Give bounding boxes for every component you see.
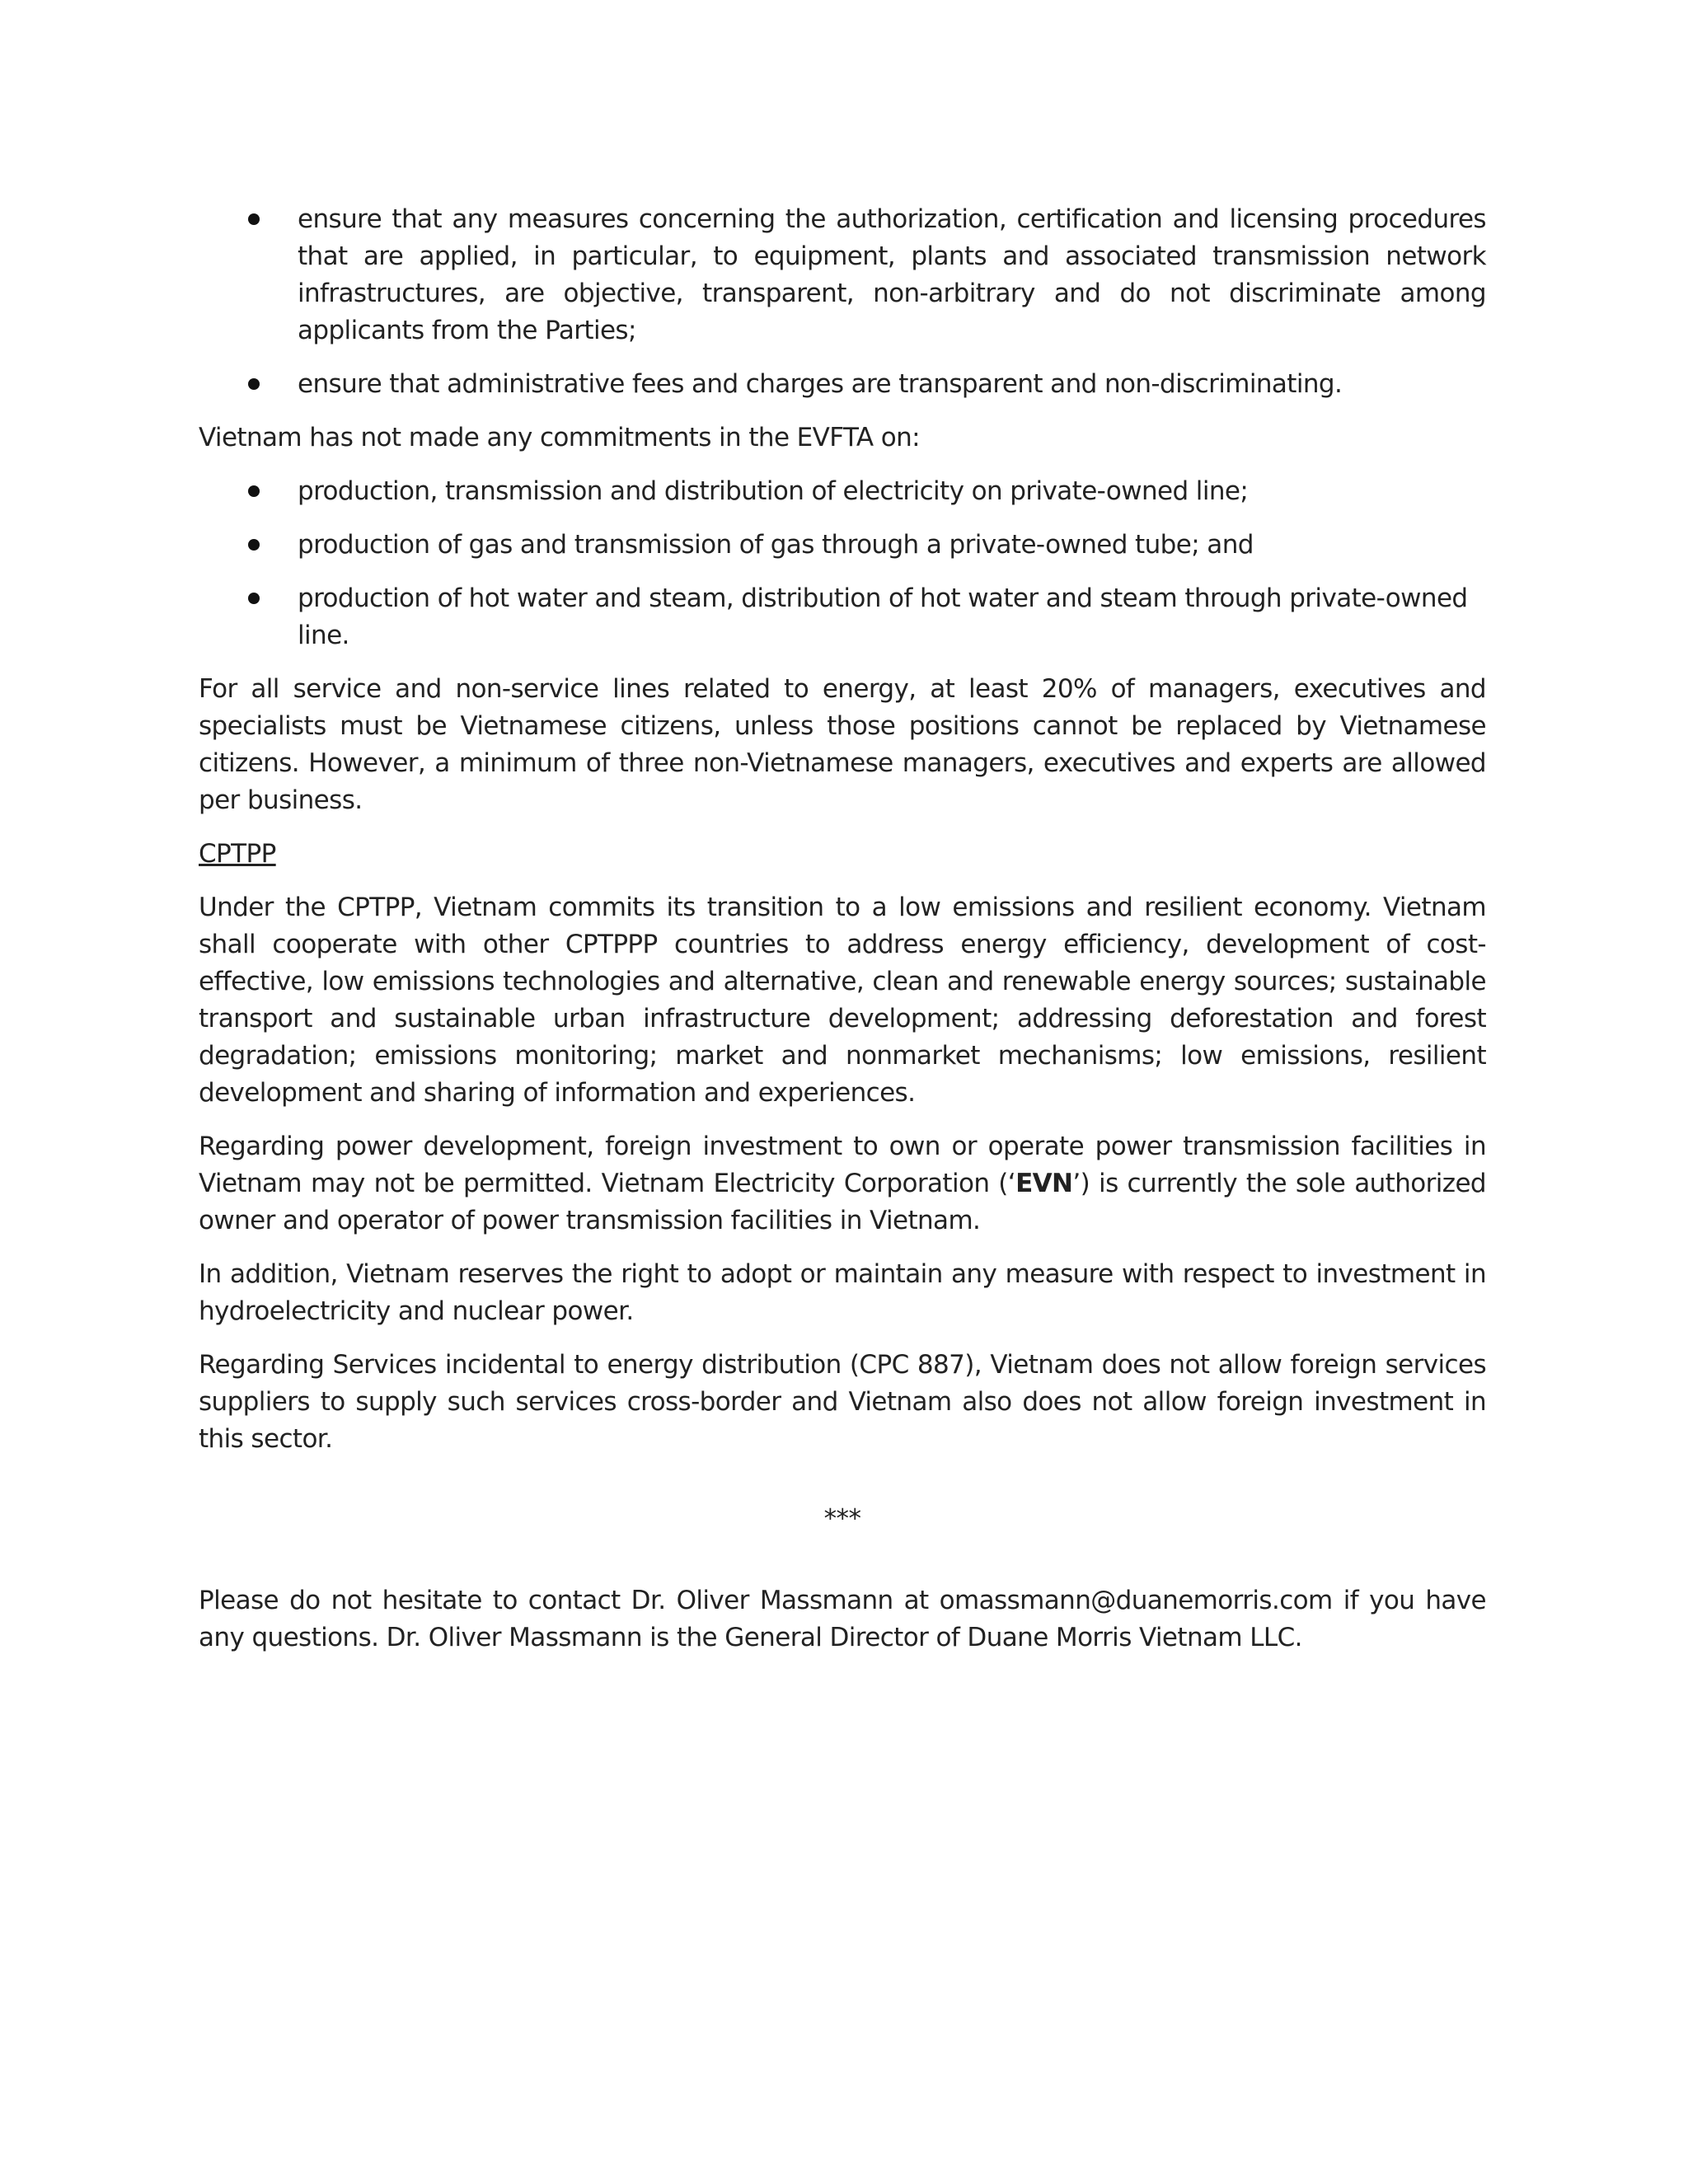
document-page <box>199 201 1486 1673</box>
evfta-bullet-list <box>199 473 1486 654</box>
list-item: production of gas and transmission of gas through a private-owned tube; and <box>199 527 1486 564</box>
bullet-icon <box>248 593 260 604</box>
list-item: ensure that any measures concerning the authorization, certification and licensing procedures that are applied, in particular, to equipment, plants and associated transmission network infrastructures, are objective, transparent, non-arbitrary and do not discriminate among applicants from the Parties; <box>199 201 1486 349</box>
bullet-icon <box>248 213 260 225</box>
section1-bullet-list <box>199 201 1486 403</box>
bullet-icon <box>248 378 260 390</box>
bullet-icon <box>248 539 260 551</box>
closing-paragraph: Please do not hesitate to contact Dr. Oliver Massmann at omassmann@duanemorris.com if you have any questions. Dr. Oliver Massmann is the General Director of Duane Morris Vietnam LLC. <box>199 1586 1486 1652</box>
cptpp-paragraph-1: Under the CPTPP, Vietnam commits its transition to a low emissions and resilient economy. Vietnam shall cooperate with other CPTPPP countries to address energy efficiency, development of cost-effective, low emissions technologies and alternative, clean and renewable energy sources; sustainable transport and sustainable urban infrastructure development; addressing deforestation and forest degradation; emissions monitoring; market and nonmarket mechanisms; low emissions, resilient development and sharing of information and experiences. <box>199 893 1486 1108</box>
evfta-intro: Vietnam has not made any commitments in the EVFTA on: <box>199 423 920 452</box>
section-separator: *** <box>823 1504 861 1534</box>
cptpp-paragraph-4: Regarding Services incidental to energy distribution (CPC 887), Vietnam does not allow foreign services suppliers to supply such services cross-border and Vietnam also does not allow foreign investment in this sector. <box>199 1350 1486 1454</box>
bullet-icon <box>248 485 260 497</box>
list-item: production, transmission and distribution of electricity on private-owned line; <box>199 473 1486 510</box>
evn-abbreviation: EVN <box>1015 1169 1073 1198</box>
cptpp-paragraph-2: Regarding power development, foreign investment to own or operate power transmission facilities in Vietnam may not be permitted. Vietnam Electricity Corporation (‘EVN’) is currently the sole authorized owner and operator of power transmission facilities in Vietnam. <box>199 1132 1486 1235</box>
staff-requirement-paragraph: For all service and non-service lines related to energy, at least 20% of managers, executives and specialists must be Vietnamese citizens, unless those positions cannot be replaced by Vietnamese citizens. However, a minimum of three non-Vietnamese managers, executives and experts are allowed per business. <box>199 674 1486 815</box>
list-item: ensure that administrative fees and charges are transparent and non-discriminating. <box>199 366 1486 403</box>
cptpp-paragraph-3: In addition, Vietnam reserves the right to adopt or maintain any measure with respect to investment in hydroelectricity and nuclear power. <box>199 1259 1486 1326</box>
list-item: production of hot water and steam, distribution of hot water and steam through private-owned line. <box>199 580 1486 654</box>
cptpp-heading: CPTPP <box>199 839 276 869</box>
